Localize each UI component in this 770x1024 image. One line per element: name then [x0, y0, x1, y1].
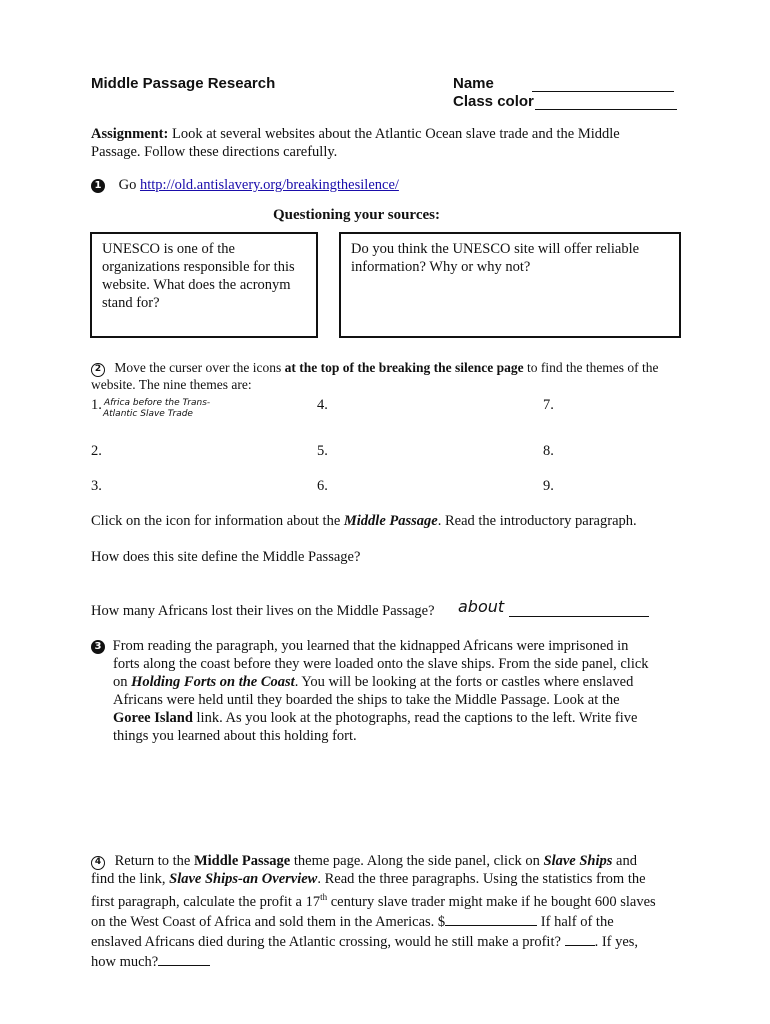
holding-forts-emphasis: Holding Forts on the Coast — [131, 674, 295, 690]
step4-text: and — [616, 853, 637, 869]
theme-7-number: 7. — [543, 397, 554, 413]
step4-text: . Read the three paragraphs. Using the statistics from the — [317, 871, 646, 887]
superscript: th — [320, 892, 328, 902]
step4-line — [91, 870, 691, 888]
assignment-line1: Look at several websites about the Atlantic Ocean slave trade and the Middle — [171, 126, 620, 142]
box-text-line: stand for? — [102, 295, 160, 311]
breaking-the-silence-link[interactable]: http://old.antislavery.org/breakingthesilence/ — [139, 177, 399, 193]
step2-text: Move the curser over the icons — [114, 360, 282, 375]
step4-paragraph — [91, 852, 691, 971]
box-text-line: information? Why or why not? — [351, 259, 531, 275]
box-text-line: website. What does the acronym — [102, 277, 291, 293]
step4-text: find the link, — [91, 871, 166, 887]
step3-text-line — [113, 709, 693, 727]
step3-text: things you learned about this holding fort. — [113, 728, 357, 744]
still-profit-answer-field[interactable] — [565, 931, 595, 946]
step4-line — [91, 911, 691, 931]
profit-answer-field[interactable] — [445, 911, 537, 926]
step4-line — [91, 931, 691, 951]
step4-text: how much? — [91, 953, 159, 970]
middle-passage-emphasis: Middle Passage — [343, 513, 438, 529]
class-color-label: Class color — [453, 93, 534, 110]
step3-text: Africans were held until they boarded the ships to take the Middle Passage. Look at the — [113, 692, 620, 708]
step4-text: Return to the — [114, 853, 191, 869]
step-number-icon: 3 — [91, 640, 105, 654]
step4-text: century slave trader might make if he bought 600 slaves — [330, 893, 656, 910]
box-text-line: Do you think the UNESCO site will offer reliable — [351, 241, 640, 257]
slave-ships-emphasis: Slave Ships — [543, 853, 613, 869]
step3-text: link. As you look at the photographs, read the captions to the left. Write five — [196, 710, 638, 726]
step3-line1 — [91, 637, 628, 655]
step-number-icon: 1 — [91, 179, 105, 193]
step2-emphasis: at the top of the breaking the silence page — [284, 360, 524, 375]
theme-6-number: 6. — [317, 478, 328, 494]
step-number-icon: 2 — [91, 363, 105, 377]
step4-line — [91, 888, 691, 911]
instruction-text: Click on the icon for information about the — [91, 513, 341, 529]
step-number-icon: 4 — [91, 856, 105, 870]
class-color-field[interactable] — [535, 94, 677, 110]
slave-ships-overview-emphasis: Slave Ships-an Overview — [169, 871, 318, 887]
define-question: How does this site define the Middle Passage? — [91, 549, 361, 565]
step1-go: Go — [118, 177, 137, 193]
middle-passage-instruction — [91, 512, 637, 530]
step1-line — [91, 176, 399, 194]
step4-text: first paragraph, calculate the profit a 17 — [91, 893, 321, 910]
theme-3-number: 3. — [91, 478, 102, 494]
box-text-line: UNESCO is one of the — [102, 241, 235, 257]
step3-body — [113, 655, 693, 745]
step4-line — [91, 951, 691, 971]
handwritten-answer: Atlantic Slave Trade — [103, 409, 193, 419]
lives-lost-question — [91, 602, 435, 620]
box-text-line: organizations responsible for this — [102, 259, 295, 275]
theme-5-number: 5. — [317, 443, 328, 459]
theme-9-number: 9. — [543, 478, 554, 494]
step4-text: theme page. Along the side panel, click on — [293, 853, 540, 869]
step3-text: From reading the paragraph, you learned that the kidnapped Africans were imprisoned in — [112, 638, 629, 654]
step4-text: enslaved Africans died during the Atlantic crossing, would he still make a profit? — [91, 933, 561, 950]
question-text: How many Africans lost their lives on the Middle Passage? — [91, 603, 435, 619]
step4-line — [91, 852, 691, 870]
assignment-label: Assignment: — [91, 126, 169, 142]
step2-text: to find the themes of the — [526, 360, 659, 375]
assignment-line2: Passage. Follow these directions carefully. — [91, 144, 338, 160]
step2-intro — [91, 360, 691, 393]
theme-1-number: 1. — [91, 397, 102, 413]
page-title: Middle Passage Research — [91, 75, 276, 92]
step3-text-line — [113, 673, 693, 691]
middle-passage-theme-emphasis: Middle Passage — [193, 853, 291, 869]
step3-text: forts along the coast before they were loaded onto the slave ships. From the side panel, click — [113, 656, 649, 672]
theme-8-number: 8. — [543, 443, 554, 459]
step4-text: on the West Coast of Africa and sold them in the Americas. $ — [91, 913, 446, 930]
step3-text: . You will be looking at the forts or castles where enslaved — [294, 674, 634, 690]
unesco-reliability-box[interactable] — [339, 232, 681, 338]
unesco-acronym-box[interactable] — [90, 232, 318, 338]
name-label: Name — [453, 75, 494, 92]
name-field[interactable] — [532, 76, 674, 92]
instruction-text: . Read the introductory paragraph. — [437, 513, 637, 529]
theme-1-answer — [104, 398, 210, 420]
step2-text: website. The nine themes are: — [91, 377, 252, 392]
step4-text: If half of the — [540, 913, 614, 930]
step4-text: . If yes, — [594, 933, 639, 950]
handwritten-about: about — [458, 597, 505, 616]
how-much-answer-field[interactable] — [158, 951, 210, 966]
theme-2-number: 2. — [91, 443, 102, 459]
questioning-heading: Questioning your sources: — [273, 207, 440, 223]
handwritten-answer: Africa before the Trans- — [104, 398, 211, 408]
lives-lost-answer-field[interactable] — [509, 603, 649, 617]
step3-text: on — [113, 674, 128, 690]
theme-4-number: 4. — [317, 397, 328, 413]
goree-island-emphasis: Goree Island — [113, 710, 193, 726]
assignment-paragraph — [91, 125, 691, 161]
